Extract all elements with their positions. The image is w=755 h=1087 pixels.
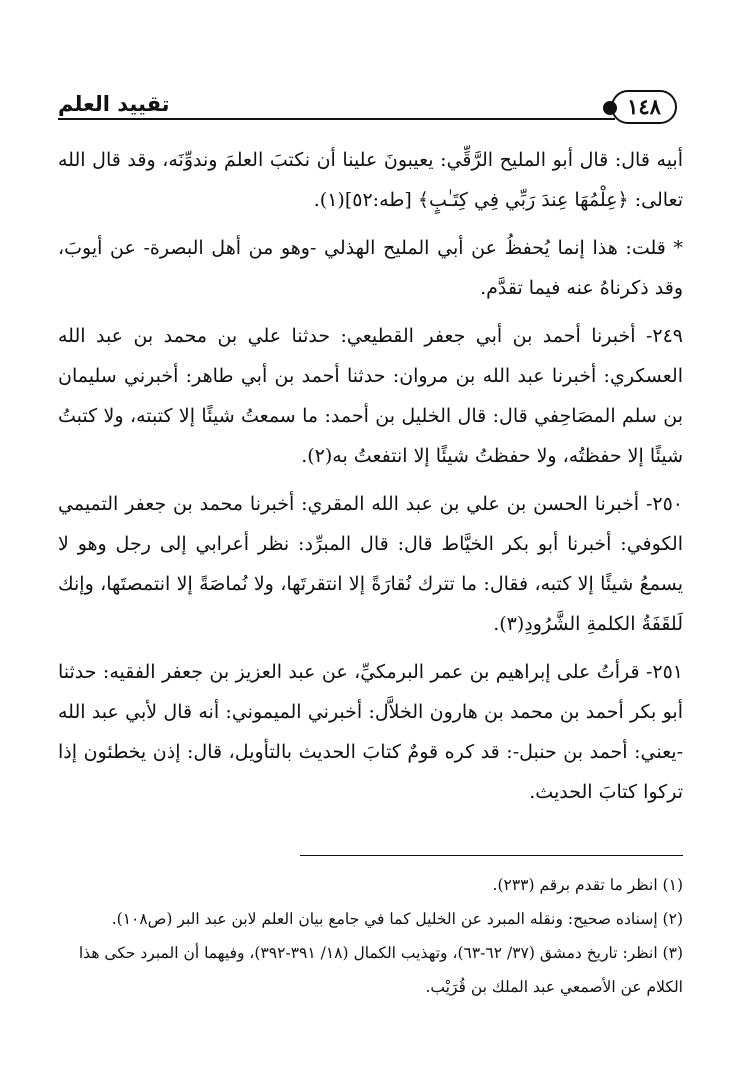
footnotes (58, 868, 683, 1004)
footnote: (٣) انظر: تاريخ دمشق (٣٧/ ٦٢-٦٣)، وتهذيب الكمال (١٨/ ٣٩١-٣٩٢)، وفيهما أن المبرد حكى هذا الكلام عن الأصمعي عبد الملك بن قُرَيْب. (78, 944, 683, 996)
paragraph: أبيه قال: قال أبو المليح الرَّقِّي: يعيبونَ علينا أن نكتبَ العلمَ وندوِّنَه، وقد قال الله تعالى: ﴿عِلْمُهَا عِندَ رَبِّي فِي كِتَـٰبٍ﴾ [طه:٥٢](١). (58, 149, 683, 211)
running-title: تقييد العلم (58, 92, 170, 116)
paragraph: ٢٤٩- أخبرنا أحمد بن أبي جعفر القطيعي: حدثنا علي بن محمد بن عبد الله العسكري: أخبرنا عبد الله بن مروان: حدثنا أحمد بن أبي طاهر: أخبرني سليمان بن سلم المصَاحِفي قال: قال الخليل بن أحمد: ما سمعتُ شيئًا إلا كتبته، ولا كتبتُ شيئًا إلا حفظتُه، ولا حفظتُ شيئًا إلا انتفعتُ به(٢). (58, 325, 683, 467)
page-number-badge: ١٤٨ (611, 90, 677, 124)
paragraph: * قلت: هذا إنما يُحفظُ عن أبي المليح الهذلي -وهو من أهل البصرة- عن أيوبَ، وقد ذكرناهُ عنه فيما تقدَّم. (58, 237, 683, 299)
footnote: (١) انظر ما تقدم برقم (٢٣٣). (492, 876, 683, 894)
header-rule (58, 118, 615, 120)
main-text (58, 140, 683, 820)
footnote-separator (300, 855, 683, 856)
paragraph: ٢٥١- قرأتُ على إبراهيم بن عمر البرمكيِّ، عن عبد العزيز بن جعفر الفقيه: حدثنا أبو بكر أحمد بن محمد بن هارون الخلاَّل: أخبرني الميموني: أنه قال لأبي عبد الله -يعني: أحمد بن حنبل-: قد كره قومٌ كتابَ الحديث بالتأويل، قال: إذن يخطئون إذا تركوا كتابَ الحديث. (58, 661, 683, 803)
paragraph: ٢٥٠- أخبرنا الحسن بن علي بن عبد الله المقري: أخبرنا محمد بن جعفر التميمي الكوفي: أخبرنا أبو بكر الخيَّاط قال: قال المبرِّد: نظر أعرابي إلى رجل وهو لا يسمعُ شيئًا إلا كتبه، فقال: ما تترك نُقارَةً إلا انتقرتَها، ولا نُماصَةً إلا انتمصتَها، وإنك لَلقَفَةُ الكلمةِ الشَّرُودِ(٣). (58, 493, 683, 635)
footnote: (٢) إسناده صحيح: ونقله المبرد عن الخليل كما في جامع بيان العلم لابن عبد البر (ص١٠٨). (111, 910, 683, 928)
